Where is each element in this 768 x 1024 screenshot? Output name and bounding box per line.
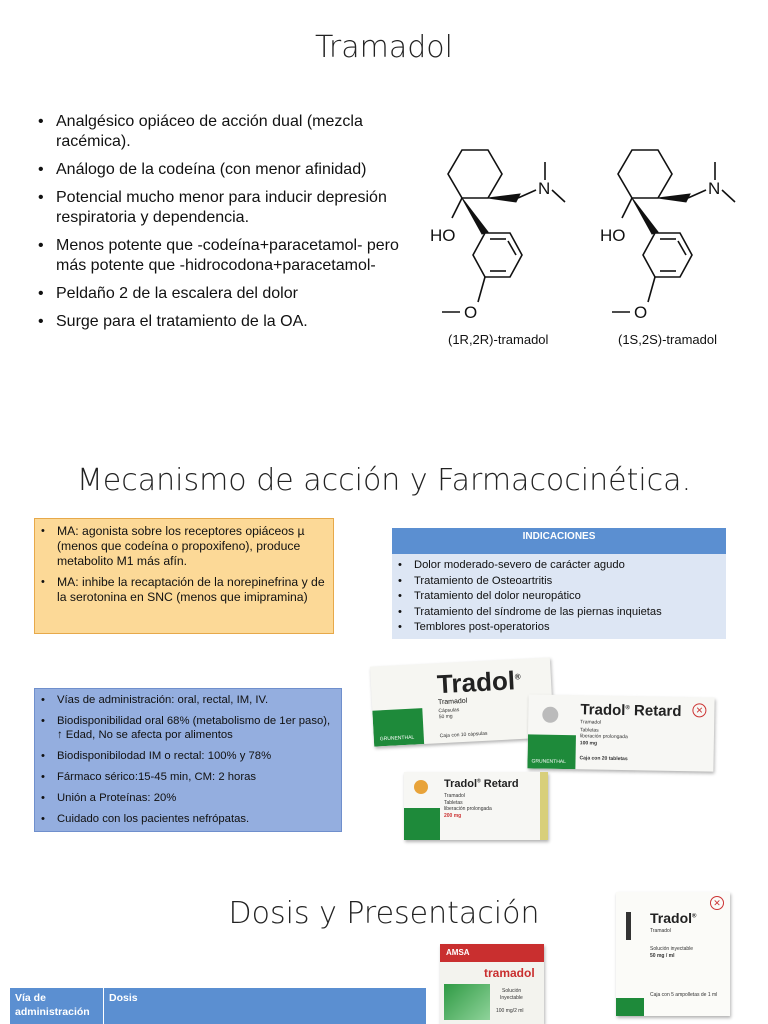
list-item: • Unión a Proteínas: 20% [41,791,335,805]
list-item: • Temblores post-operatorios [398,620,720,636]
count-text: Caja con 20 tabletas [579,755,628,763]
green-band [404,808,440,840]
structure-caption-1r2r: (1R,2R)-tramadol [448,332,549,347]
brand-suffix: Retard [633,702,682,721]
tramadol-bullet-list [38,112,400,340]
generic-name: Tramadol [580,719,602,726]
section-title-dosis: Dosis y Presentación [228,896,540,931]
indications-table [392,528,726,639]
structure-1s2s [612,150,735,312]
count-text: Caja con 10 cápsulas [439,730,488,740]
form-text: Tabletas [444,800,463,806]
list-item: • Dolor moderado-severo de carácter agudo [398,558,720,574]
dose-table-header [10,988,426,1024]
amsa-tramadol-box [440,944,544,1024]
pill-icon [414,780,428,794]
form-text: Solución inyectable [650,946,694,952]
indications-header: INDICACIONES [392,528,726,554]
dose-text: 50 mg [438,713,453,721]
list-item: • Surge para el tratamiento de la OA. [38,312,400,332]
maker-text: GRUNENTHAL [531,758,566,766]
o-label-2: O [634,303,648,322]
brand-name: Tradol [436,665,516,700]
form-text: Solución [502,988,522,994]
registered-mark: ® [477,778,481,785]
list-item: • Biodisponibilodad IM o rectal: 100% y 78% [41,749,335,763]
maker-text: GRUNENTHAL [379,734,415,743]
n-label: N [538,179,551,198]
brand-name: Tradol [444,778,478,790]
brand-name: Tradol [580,701,626,720]
pharmacokinetics-box [34,688,342,832]
list-item: • MA: inhibe la recaptación de la norepinefrina y de la serotonina en SNC (menos que imipramina) [41,575,327,605]
list-item: • Potencial mucho menor para inducir depresión respiratoria y dependencia. [38,188,400,228]
structure-1r2r [442,150,565,312]
dose-text: 200 mg [444,813,462,819]
dose-text: 50 mg / ml [650,953,675,959]
cyclohexane-ring [448,150,502,198]
list-item: • Cuidado con los pacientes nefrópatas. [41,812,335,826]
form2-text: Inyectable [500,995,523,1001]
registered-mark: ® [514,672,521,682]
list-item: • Tratamiento de Osteoartritis [398,574,720,590]
tradol-retard-200-box [404,772,548,840]
tradol-retard-100-box [527,694,714,771]
o-label: O [464,303,478,322]
tradol-injectable-box [616,892,730,1016]
warning-icon: ✕ [692,703,706,717]
list-item: • Tratamiento del dolor neuropático [398,589,720,605]
section-title-mecanismo: Mecanismo de acción y Farmacocinética. [76,463,692,498]
warning-icon: ✕ [710,896,724,910]
list-item: • Peldaño 2 de la escalera del dolor [38,284,400,304]
release-text: liberación prolongada [579,733,628,741]
generic-name: Tramadol [437,697,468,707]
registered-mark: ® [692,913,697,920]
ho-label-2: HO [600,226,626,245]
list-item: • Fármaco sérico:15-45 min, CM: 2 horas [41,770,335,784]
mechanism-box [34,518,334,634]
green-graphic [444,984,490,1020]
list-item: • Tratamiento del síndrome de las piernas inquietas [398,605,720,621]
green-band [616,998,644,1016]
generic-name: Tramadol [444,793,465,799]
release-text: liberación prolongada [444,806,492,812]
form-text: Tabletas [579,727,599,734]
brand-name: Tradol [650,910,693,926]
generic-name: Tramadol [650,928,671,934]
list-item: • MA: agonista sobre los receptores opiáceos µ (menos que codeína o propoxifeno), produce metabolito M1 más afín. [41,524,327,569]
form-text: Cápsulas [438,707,460,715]
table-header-cell: Vía de administración [10,988,104,1024]
list-item: • Vías de administración: oral, rectal, IM, IV. [41,693,335,707]
brand-suffix: Retard [483,778,519,790]
dose-text: 100 mg [579,740,598,747]
tramadol-enantiomer-structures [420,140,765,360]
table-header-cell: Dosis [109,992,138,1004]
n-label-2: N [708,179,721,198]
list-item: • Análogo de la codeína (con menor afinidad) [38,160,400,180]
ho-label: HO [430,226,456,245]
pill-icon [542,707,558,723]
structure-caption-1s2s: (1S,2S)-tramadol [618,332,717,347]
yellow-edge [540,772,548,840]
dose-text: 100 mg/2 ml [496,1008,524,1014]
count-text: Caja con 5 ampolletas de 1 ml [650,992,718,998]
list-item: • Menos potente que -codeína+paracetamol- pero más potente que -hidrocodona+paracetamol- [38,236,400,276]
registered-mark: ® [625,705,630,712]
list-item: • Analgésico opiáceo de acción dual (mezcla racémica). [38,112,400,152]
list-item: • Biodisponibilidad oral 68% (metabolismo de 1er paso), ↑ Edad, No se afecta por alimentos [41,714,335,742]
brand-name: tramadol [484,966,535,980]
ampoule-icon [626,912,631,940]
section-title-tramadol: Tramadol [315,30,453,65]
maker-text: AMSA [446,948,470,957]
tradol-capsules-box [370,657,554,746]
